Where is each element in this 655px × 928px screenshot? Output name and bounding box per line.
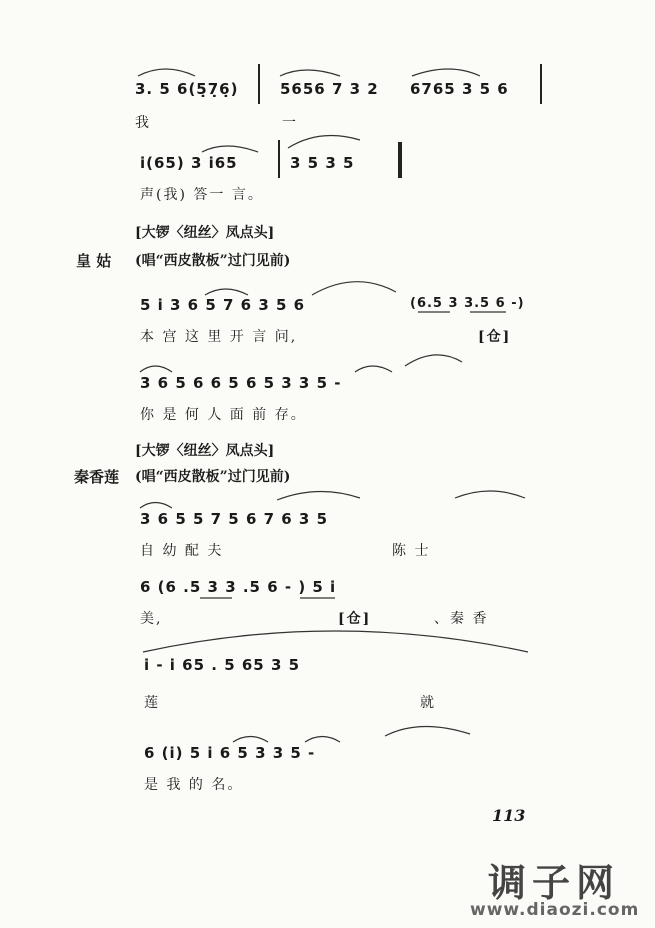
section2-style: (唱“西皮散板”过门见前) (135, 469, 291, 485)
row3-lyric: 本 宫 这 里 开 言 问, (140, 329, 298, 345)
section1-style: (唱“西皮散板”过门见前) (135, 253, 291, 269)
barline (258, 64, 260, 104)
section2-direction: [大锣〈纽丝〉凤点头] (135, 443, 275, 459)
row5-lyric-b: 陈 士 (392, 543, 431, 559)
row2-notes: i(65) 3 i65 (140, 154, 238, 172)
section1-role: 皇 姑 (76, 252, 112, 270)
barline (278, 140, 280, 178)
final-barline (398, 142, 402, 178)
page-number: 113 (492, 806, 526, 825)
row1-lyric-a: 我 (135, 115, 151, 131)
row8-lyric: 是 我 的 名。 (144, 777, 244, 793)
row6-notes: 6 (6 .5 3 3 .5 6 - ) 5 i (140, 578, 337, 596)
row1-notes-c: 6765 3 5 6 (410, 80, 509, 98)
row8-notes: 6 (i) 5 i 6 5 3 3 5 - (144, 744, 316, 762)
row1-notes-b: 5656 7 3 2 (280, 80, 379, 98)
row7-lyric-b: 就 (420, 695, 436, 711)
row5-lyric: 自 幼 配 夫 (140, 543, 224, 559)
row1-lyric-b: 一 (282, 115, 298, 131)
row6-lyric-b: 、秦 香 (434, 611, 489, 627)
row6-lyric: 美, (140, 611, 163, 627)
watermark-url: www.diaozi.com (470, 900, 640, 920)
barline (540, 64, 542, 104)
row1-notes: 3. 5 6(5̣7̣6̣) (135, 80, 239, 98)
row3-notes: 5 i 3 6 5 7 6 3 5 6 (140, 296, 306, 314)
row2-notes-b: 3 5 3 5 (290, 154, 355, 172)
watermark-title: 调子网 (488, 861, 621, 905)
section2-role: 秦香莲 (74, 468, 120, 486)
row5-notes: 3 6 5 5 7 5 6 7 6 3 5 (140, 510, 329, 528)
section1-direction: [大锣〈纽丝〉凤点头] (135, 225, 275, 241)
row4-notes: 3 6 5 6 6 5 6 5 3 3 5 - (140, 374, 342, 392)
row6-cang: [仓] (338, 611, 372, 627)
row3-cang: [仓] (478, 329, 512, 345)
row3-interlude: (6.5 3 3.5 6 -) (410, 296, 525, 311)
row7-lyric: 莲 (144, 695, 160, 711)
row4-lyric: 你 是 何 人 面 前 存。 (140, 407, 307, 423)
row7-notes: i - i 65 . 5 65 3 5 (144, 656, 301, 674)
row2-lyric: 声(我) 答一 言。 (140, 187, 264, 203)
